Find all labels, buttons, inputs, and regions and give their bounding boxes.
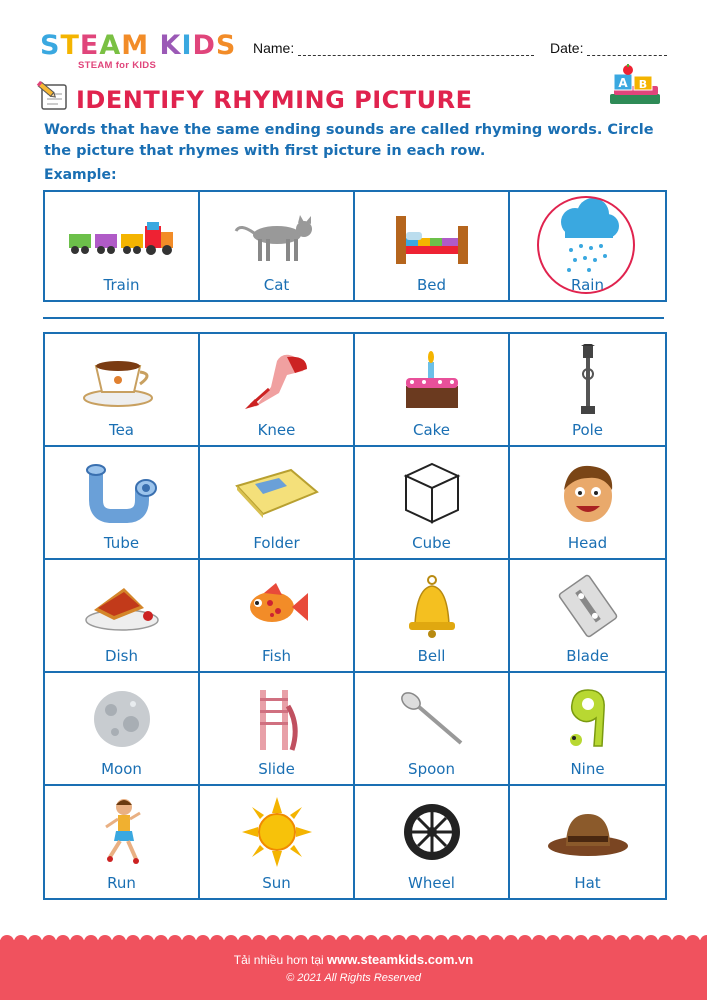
word-cell[interactable] (510, 334, 665, 447)
footer-prefix: Tải nhiều hơn tại (233, 953, 328, 967)
spoon-icon (397, 689, 467, 753)
date-label: Date: (550, 40, 584, 56)
logo-letter: T (60, 30, 80, 61)
date-line[interactable] (587, 43, 667, 56)
footer-site-line (0, 952, 707, 967)
logo-letter: S (40, 30, 61, 61)
rhyming-grid (43, 332, 667, 900)
answer-circle (537, 196, 635, 294)
logo-letter: I (181, 30, 193, 61)
name-label: Name: (253, 40, 295, 56)
word-cell[interactable] (355, 447, 510, 560)
wheel-icon (401, 801, 463, 867)
instructions: Words that have the same ending sounds are called rhyming words. Circle the picture that rhymes with first picture in each row. (44, 122, 654, 159)
logo-letter: M (121, 30, 150, 61)
cell-label: Rain (571, 276, 604, 294)
cell-label: Slide (258, 760, 295, 778)
pipe-tube-icon (82, 460, 162, 530)
svg-text:B: B (638, 78, 648, 91)
cell-label: Wheel (408, 874, 455, 892)
bell-icon (405, 574, 459, 642)
teacup-icon (82, 352, 162, 412)
cube-icon (402, 460, 462, 530)
bed-icon (392, 208, 472, 272)
example-label: Example: (44, 167, 117, 183)
cell-label: Blade (566, 647, 609, 665)
logo-letter: K (159, 30, 182, 61)
word-cell[interactable] (200, 560, 355, 673)
cell-label: Dish (104, 647, 139, 665)
cell-label: Knee (257, 421, 296, 439)
cat-icon (232, 213, 322, 267)
cell-label: Head (567, 534, 608, 552)
logo-letter (149, 32, 159, 60)
train-icon (67, 218, 177, 262)
page-title: IDENTIFY RHYMING PICTURE (76, 86, 473, 114)
cell-label: Cake (412, 421, 451, 439)
word-cell[interactable] (355, 786, 510, 898)
cell-label: Fish (261, 647, 292, 665)
divider (43, 317, 664, 319)
date-field[interactable] (550, 40, 667, 56)
cell-label: Train (103, 276, 140, 294)
word-cell[interactable] (45, 673, 200, 786)
pencil-paper-icon (36, 80, 70, 112)
word-cell[interactable] (45, 334, 200, 447)
lamp-pole-icon (573, 344, 603, 420)
word-cell[interactable] (200, 334, 355, 447)
word-cell[interactable] (45, 447, 200, 560)
cell-label: Cat (263, 276, 290, 294)
fish-icon (242, 581, 312, 635)
word-cell[interactable] (355, 560, 510, 673)
logo-wordmark (40, 32, 236, 60)
word-cell[interactable] (45, 786, 200, 898)
cell-label: Pole (571, 421, 604, 439)
footer-site-link[interactable]: www.steamkids.com.vn (327, 952, 474, 967)
word-cell[interactable] (355, 334, 510, 447)
knee-icon (237, 347, 317, 417)
example-cell[interactable] (45, 192, 200, 300)
word-cell[interactable] (200, 673, 355, 786)
cell-label: Moon (101, 760, 142, 778)
dish-icon (84, 580, 160, 636)
cell-label: Hat (574, 874, 601, 892)
slide-icon (252, 686, 302, 756)
word-cell[interactable] (200, 447, 355, 560)
moon-icon (91, 688, 153, 754)
footer (0, 940, 707, 1000)
logo-subtitle: STEAM for KIDS (78, 60, 157, 71)
logo-letter: A (99, 30, 122, 61)
abc-books-icon (606, 64, 664, 112)
head-icon (558, 460, 618, 530)
example-cell[interactable] (355, 192, 510, 300)
cell-label: Bed (416, 276, 447, 294)
logo-letter: S (215, 30, 237, 61)
word-cell[interactable] (510, 673, 665, 786)
svg-text:A: A (618, 76, 628, 90)
cell-label: Tea (108, 421, 135, 439)
word-cell[interactable] (355, 673, 510, 786)
example-cell[interactable] (200, 192, 355, 300)
folder-icon (235, 466, 319, 524)
number-nine-icon (566, 686, 610, 756)
cake-icon (402, 348, 462, 416)
footer-copyright: © 2021 All Rights Reserved (286, 972, 421, 984)
name-line[interactable] (298, 43, 534, 56)
example-grid (43, 190, 667, 302)
cell-label: Run (107, 874, 136, 892)
example-cell[interactable] (510, 192, 665, 300)
cell-label: Bell (417, 647, 446, 665)
running-girl-icon (100, 797, 144, 871)
cell-label: Nine (570, 760, 605, 778)
name-field[interactable] (253, 40, 534, 56)
word-cell[interactable] (510, 447, 665, 560)
word-cell[interactable] (510, 560, 665, 673)
logo-letter: D (192, 30, 216, 61)
word-cell[interactable] (45, 560, 200, 673)
razor-blade-icon (558, 574, 618, 642)
steam-kids-logo (40, 32, 236, 71)
word-cell[interactable] (200, 786, 355, 898)
cell-label: Spoon (408, 760, 455, 778)
cell-label: Sun (262, 874, 291, 892)
sun-icon (242, 797, 312, 871)
hat-icon (546, 806, 630, 862)
cell-label: Tube (103, 534, 140, 552)
logo-letter: E (79, 30, 100, 61)
cell-label: Cube (412, 534, 451, 552)
word-cell[interactable] (510, 786, 665, 898)
cell-label: Folder (253, 534, 300, 552)
